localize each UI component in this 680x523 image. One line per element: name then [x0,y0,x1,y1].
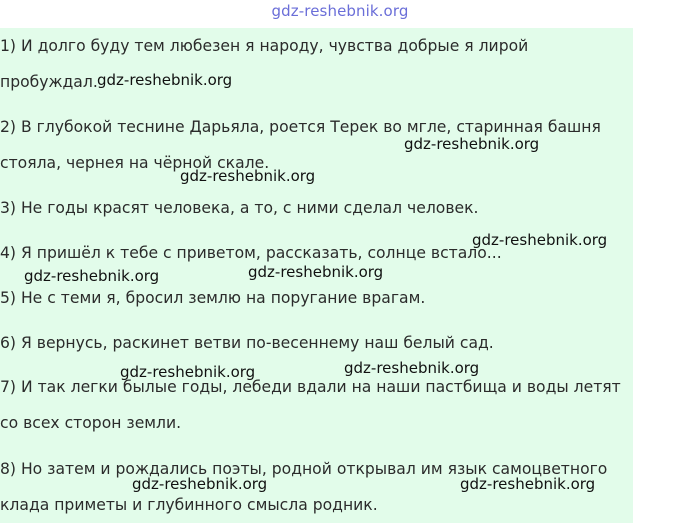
watermark: gdz-reshebnik.org [24,267,160,285]
answer-line-5: 5) Не с теми я, бросил землю на поругание врагам. [0,289,426,307]
answer-line-7-cont: со всех сторон земли. [0,414,182,432]
answer-line-2: 2) В глубокой теснине Дарьяла, роется Терек во мгле, старинная башня [0,118,601,136]
watermark: gdz-reshebnik.org [248,263,384,281]
answer-line-8-cont: клада приметы и глубинного смысла родник. [0,496,378,514]
watermark: gdz-reshebnik.org [472,231,608,249]
answer-line-1-cont: пробуждал. [0,73,98,91]
answer-line-6: 6) Я вернусь, раскинет ветви по-весеннему наш белый сад. [0,334,494,352]
answer-line-8: 8) Но затем и рождались поэты, родной открывал им язык самоцветного [0,460,608,478]
watermark: gdz-reshebnik.org [120,363,256,381]
watermark: gdz-reshebnik.org [344,359,480,377]
answer-line-3: 3) Не годы красят человека, а то, с ними сделал человек. [0,199,479,217]
answer-line-4: 4) Я пришёл к тебе с приветом, рассказать, солнце встало... [0,244,502,262]
watermark: gdz-reshebnik.org [97,71,233,89]
watermark: gdz-reshebnik.org [460,475,596,493]
page-margin [633,28,680,523]
watermark: gdz-reshebnik.org [132,475,268,493]
answer-line-2-cont: стояла, чернея на чёрной скале. [0,154,270,172]
answer-line-7: 7) И так легки былые годы, лебеди вдали на наши пастбища и воды летят [0,378,621,396]
watermark: gdz-reshebnik.org [404,135,540,153]
answer-line-1: 1) И долго буду тем любезен я народу, чувства добрые я лирой [0,37,529,55]
watermark: gdz-reshebnik.org [180,167,316,185]
site-header: gdz-reshebnik.org [271,2,409,20]
